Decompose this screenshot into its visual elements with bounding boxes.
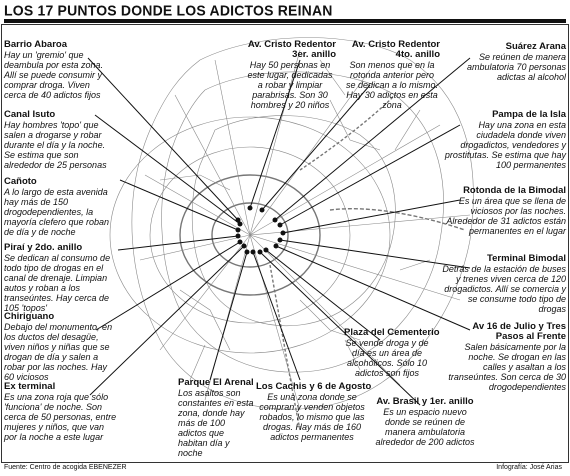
point-description: Es un área que se llena de viciosos por las noches. Alrededor de 31 adictos están permanentes en el lugar xyxy=(446,196,566,236)
point-plaza-cementerio xyxy=(344,327,440,378)
point-title: Av. Brasil y 1er. anillo xyxy=(376,396,474,407)
point-title: Cañoto xyxy=(4,176,37,187)
point-title: Chiriguano xyxy=(4,311,55,322)
point-description: Es un espacio nuevo donde se reúnen de manera ambulatoria alrededor de 200 adictos xyxy=(375,407,475,447)
point-description: Son menos que en la rotonda anterior pero se dedican a lo mismo. Hay 30 adictos en esta zona xyxy=(345,60,439,110)
point-description: Salen básicamente por la noche. Se drogan en las calles y asaltan a los transeúntes. Son cerca de 30 drogodependientes xyxy=(448,342,566,392)
point-los-cachis xyxy=(256,381,372,442)
point-title: Ex terminal xyxy=(4,381,56,392)
point-title: Av 16 de Julio y Tres Pasos al Frente xyxy=(472,321,566,342)
point-rotonda-bimodal xyxy=(440,186,566,236)
point-title: Parque El Arenal xyxy=(178,377,254,388)
point-description: Se vende droga y de día es un área de alcohólicos. Sólo 10 adictos son fijos xyxy=(345,338,429,378)
point-title: Piraí y 2do. anillo xyxy=(4,242,83,253)
point-barrio-abaroa xyxy=(4,40,112,100)
point-description: A lo largo de esta avenida hay más de 150 drogodependientes, la mayoría clefero que roban de día y de noche xyxy=(4,187,110,237)
point-title: Los Cachis y 6 de Agosto xyxy=(256,381,372,392)
point-terminal-bimodal xyxy=(440,254,566,314)
point-title: Terminal Bimodal xyxy=(486,253,566,264)
point-parque-arenal xyxy=(178,378,254,458)
point-title: Pampa de la Isla xyxy=(492,109,566,120)
point-description: Es una zona roja que sólo 'funciona' de noche. Son cerca de 50 personas, entre mujeres y niños, que van por la noche a este lugar xyxy=(4,392,117,442)
point-description: Es una zona donde se compran y venden objetos robados, lo mismo que las drogas. Hay más de 160 adictos permanentes xyxy=(259,392,365,442)
point-16-julio xyxy=(444,322,566,392)
point-description: Hay una zona en esta ciudadela donde viven drogadictos, vendedores y prostitutas. Se estima que hay 100 permanentes xyxy=(444,120,566,170)
point-pirai xyxy=(4,243,122,313)
point-description: Los asaltos son constantes en esta zona, donde hay más de 100 adictos que habitan día y noche xyxy=(178,388,254,458)
point-description: Debajo del monumento, en los ductos del desagüe, viven niños y niñas que se drogan de día y salen a robar por las noches. Hay 60 viciosos xyxy=(4,322,113,382)
point-title: Suárez Arana xyxy=(505,41,566,52)
point-suarez-arana xyxy=(448,42,566,82)
page-title: LOS 17 PUNTOS DONDE LOS ADICTOS REINAN xyxy=(4,1,333,19)
point-title: Canal Isuto xyxy=(4,109,56,120)
point-title: Plaza del Cementerio xyxy=(344,327,440,338)
point-av-brasil xyxy=(372,397,478,447)
point-description: Hay hombres 'topo' que salen a drogarse y robar durante el día y la noche. Se estima que son alrededor de 25 personas xyxy=(4,120,107,170)
point-description: Hay 50 personas en este lugar, dedicadas a robar y limpiar parabrisas. Son 30 hombres y 20 niños xyxy=(247,60,333,110)
point-title: Av. Cristo Redentor 4to. anillo xyxy=(351,39,440,60)
point-cristo-4 xyxy=(344,40,440,110)
point-cristo-3 xyxy=(244,40,336,110)
point-title: Av. Cristo Redentor 3er. anillo xyxy=(247,39,336,60)
point-canoto xyxy=(4,177,116,237)
point-description: Se dedican al consumo de todo tipo de drogas en el canal de drenaje. Limpian autos y roban a los transeúntes. Hay cerca de 105 'topos' xyxy=(4,253,111,313)
point-description: Hay un 'gremio' que deambula por esta zona. Allí se puede consumir y comprar droga. Viven cerca de 40 adictos fijos xyxy=(4,50,104,100)
point-chiriguano xyxy=(4,312,118,382)
point-canal-isuto xyxy=(4,110,112,170)
point-description: Se reúnen de manera ambulatoria 70 personas adictas al alcohol xyxy=(466,52,566,82)
point-description: Detrás de la estación de buses y trenes viven cerca de 120 drogadictos. Allí se comercia y se consume todo tipo de drogas xyxy=(442,264,566,314)
footer xyxy=(0,462,570,474)
point-title: Rotonda de la Bimodal xyxy=(463,185,566,196)
infographic-credit: Infografía: José Arias xyxy=(496,464,562,471)
point-title: Barrio Abaroa xyxy=(4,39,67,50)
point-ex-terminal xyxy=(4,382,118,442)
point-pampa-isla xyxy=(438,110,566,170)
source-credit: Fuente: Centro de acogida EBENEZER xyxy=(4,464,127,471)
